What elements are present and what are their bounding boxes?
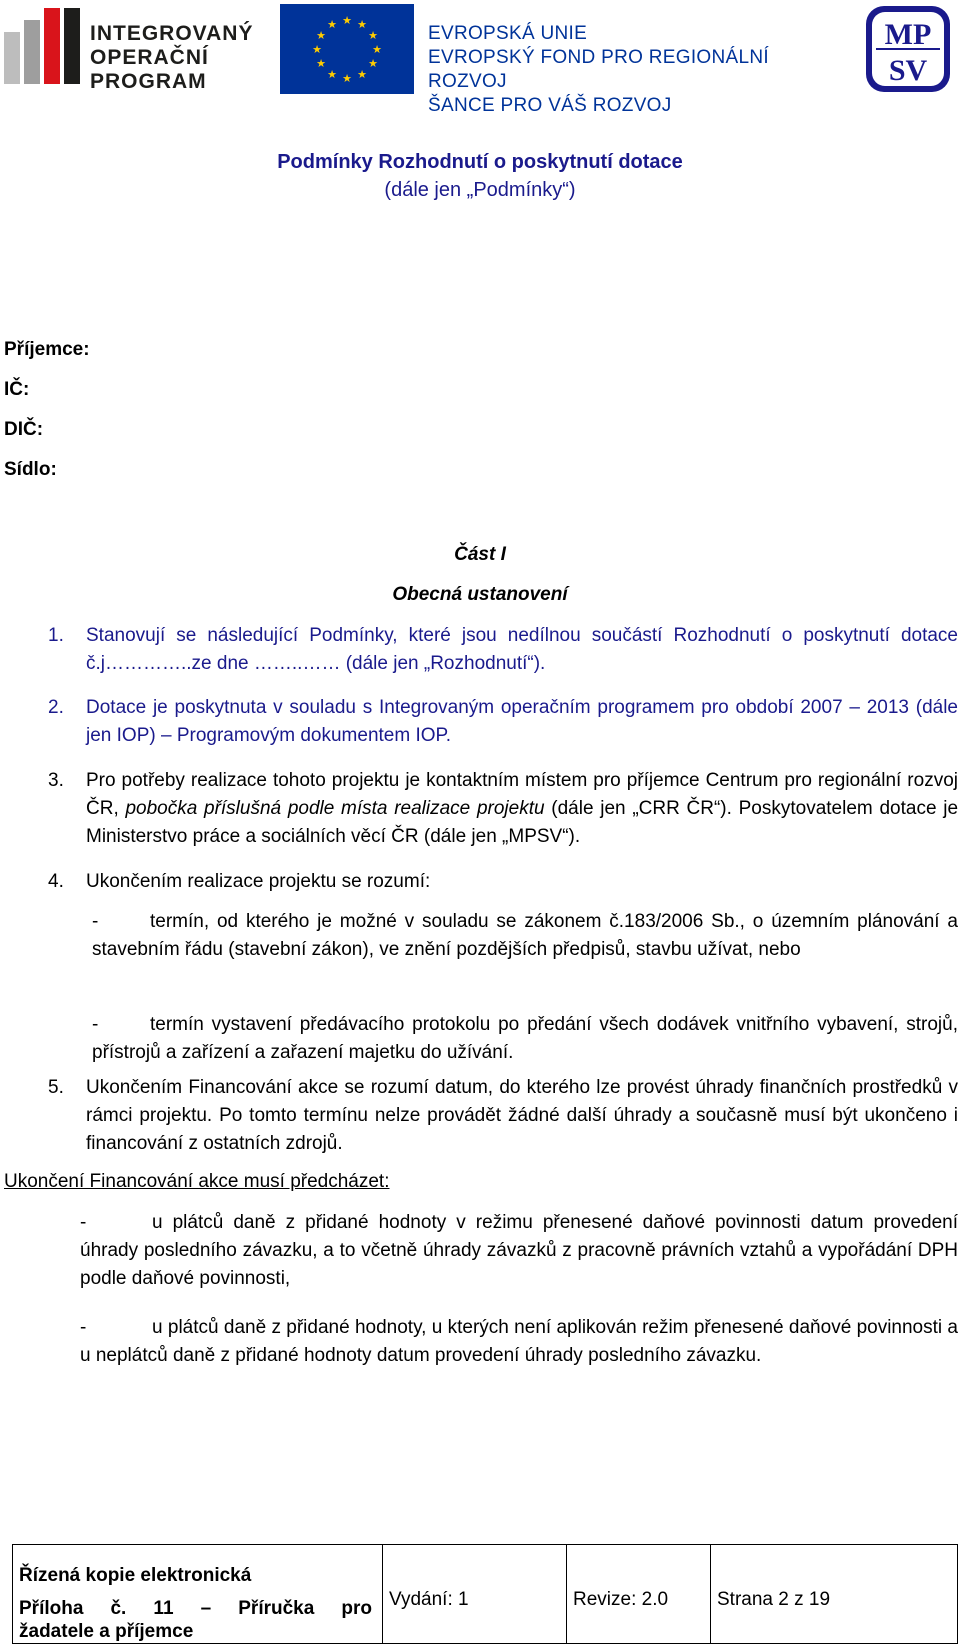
field-dic: DIČ: [4, 419, 44, 440]
list-item-text: Dotace je poskytnuta v souladu s Integrovaným operačním programem pro období 2007 – 2013 (dále jen IOP) – Programovým dokumentem IOP. [86, 697, 958, 746]
field-seat: Sídlo: [4, 459, 57, 480]
footer-attachment-label: Příloha č. 11 – Příručka pro [19, 1598, 372, 1619]
section-part: Část I [454, 544, 506, 565]
list-item-text: Ukončením Financování akce se rozumí datum, do kterého lze provést úhrady finančních prostředků v rámci projektu. Po tomto termínu nelze provádět žádné další úhrady a současně musí být ukončeno i financování z ostatních zdrojů. [86, 1077, 958, 1154]
footer-issue-cell [383, 1545, 567, 1643]
sub-dash-2: - u plátců daně z přidané hodnoty, u kterých není aplikován režim přenesené daňové povinnosti a u neplátců daně z přidané hodnoty datum provedení úhrady posledního závazku. [80, 1317, 958, 1366]
footer-revision-cell [567, 1545, 711, 1643]
list-item-text: Ukončením realizace projektu se rozumí: [86, 871, 431, 892]
section-name: Obecná ustanovení [392, 584, 568, 605]
svg-text:★: ★ [357, 18, 367, 31]
list-item-text: Stanovují se následující Podmínky, které jsou nedílnou součástí Rozhodnutí o poskytnutí dotace č.j…………..ze dne ……..…… (dále jen „Rozhodnutí“). [86, 625, 958, 674]
mpsv-logo [864, 4, 952, 94]
list-item-number: 4. [48, 871, 64, 892]
svg-text:★: ★ [342, 14, 352, 27]
eu-logo [280, 4, 820, 116]
field-ic: IČ: [4, 379, 30, 400]
eu-logo-text: EVROPSKÁ UNIE EVROPSKÝ FOND PRO REGIONÁLNÍ ROZVOJ ŠANCE PRO VÁŠ ROZVOJ [428, 23, 769, 116]
svg-text:MP: MP [884, 18, 932, 51]
footer-issue: Vydání: 1 [389, 1589, 469, 1610]
iop-logo-icon [4, 4, 84, 94]
footer-page-number: Strana 2 z 19 [717, 1589, 831, 1610]
footer-copy-label: Řízená kopie elektronická [19, 1565, 252, 1586]
list-item-number: 2. [48, 697, 64, 718]
list-item-number: 1. [48, 625, 64, 646]
field-recipient: Příjemce: [4, 339, 90, 360]
sub-dash-1: - u plátců daně z přidané hodnoty v režimu přenesené daňové povinnosti datum provedení úhrady posledního závazku, a to včetně úhrady závazků z pracovně právních vztahů a vypořádání DPH podle daňové povinnosti, [80, 1212, 958, 1289]
svg-text:★: ★ [316, 29, 326, 42]
svg-text:★: ★ [316, 57, 326, 70]
iop-logo [4, 4, 254, 94]
iop-logo-text: INTEGROVANÝ OPERAČNÍ PROGRAM [90, 22, 254, 93]
svg-text:★: ★ [357, 68, 367, 81]
footer-audience-label: žadatele a příjemce [19, 1621, 194, 1642]
svg-text:★: ★ [312, 43, 322, 56]
svg-text:★: ★ [327, 18, 337, 31]
eu-flag-icon [280, 4, 414, 94]
footer-revision: Revize: 2.0 [573, 1589, 669, 1610]
list-item-number: 5. [48, 1077, 64, 1098]
document-title: Podmínky Rozhodnutí o poskytnutí dotace (dále jen „Podmínky“) [277, 151, 683, 201]
footer-doc-cell [13, 1545, 383, 1643]
sub-heading: Ukončení Financování akce musí předcházet: [4, 1171, 390, 1192]
list-item-text: Pro potřeby realizace tohoto projektu je kontaktním místem pro příjemce Centrum pro regionální rozvoj ČR, pobočka příslušná podle místa realizace projektu (dále jen „CRR ČR“). Poskytovatelem dotace je Ministerstvo práce a sociálních věcí ČR (dále jen „MPSV“). [86, 770, 959, 847]
list-item-number: 3. [48, 770, 64, 791]
svg-text:★: ★ [368, 57, 378, 70]
svg-text:★: ★ [342, 72, 352, 85]
svg-text:SV: SV [888, 54, 928, 87]
svg-text:★: ★ [327, 68, 337, 81]
svg-text:★: ★ [368, 29, 378, 42]
footer-table [12, 1544, 958, 1644]
item4-dash-1: - termín, od kterého je možné v souladu se zákonem č.183/2006 Sb., o územním plánování a stavebním řádu (stavební zákon), ve znění pozdějších předpisů, stavbu užívat, nebo [92, 911, 958, 960]
footer-page-cell [711, 1545, 959, 1643]
item4-dash-2: - termín vystavení předávacího protokolu po předání všech dodávek vnitřního vybavení, strojů, přístrojů a zařízení a zařazení majetku do užívání. [92, 1014, 958, 1063]
italic-phrase: pobočka příslušná podle místa realizace projektu [125, 798, 545, 819]
svg-text:★: ★ [372, 43, 382, 56]
